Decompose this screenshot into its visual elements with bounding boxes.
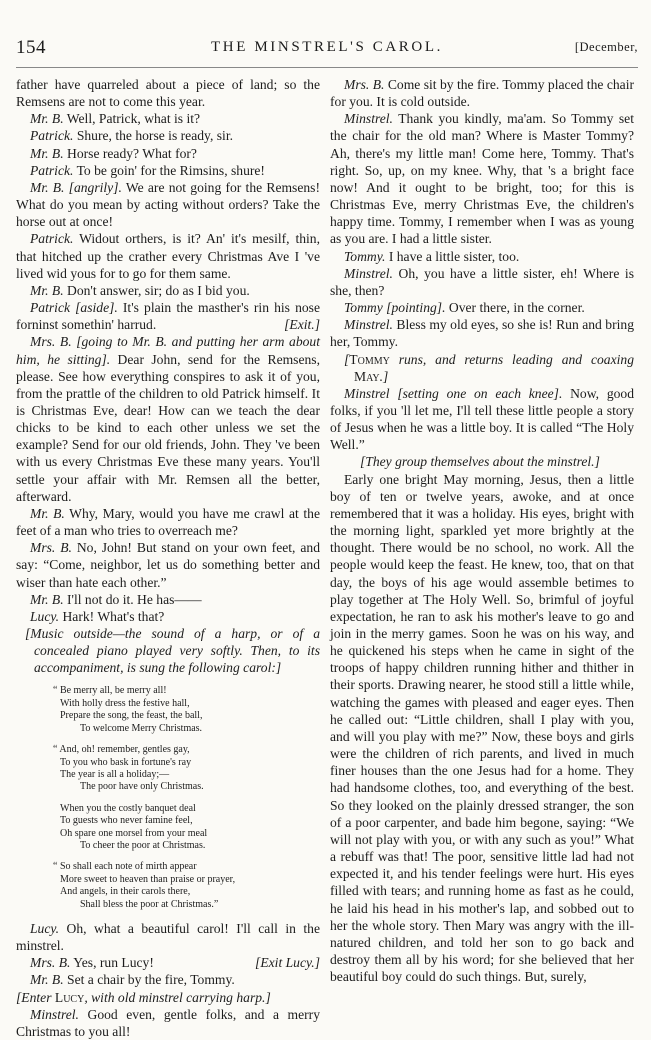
lyric-line: The year is all a holiday;— (60, 768, 170, 780)
dialogue-line (16, 920, 320, 954)
speaker: Patrick. (30, 162, 74, 178)
speech: Over there, in the corner. (445, 300, 585, 316)
stage-direction: [Music outside—the sound of a harp, or of a concealed piano played very softly. Then, to its accompaniment, is sung the following carol:] (25, 626, 320, 676)
dialogue-line (330, 316, 634, 350)
lyric-line: To welcome Merry Christmas. (80, 722, 203, 734)
stage-direction: [They group themselves about the minstrel.] (360, 454, 600, 470)
speech: Why, Mary, would you have me crawl at the feet of a man who tries to overreach me? (16, 505, 320, 539)
speech: Well, Patrick, what is it? (63, 111, 201, 127)
dialogue-line (16, 608, 320, 625)
direction-text: [Enter (16, 989, 55, 1005)
speaker: Mr. B. (30, 179, 65, 195)
speaker: Minstrel (344, 385, 390, 401)
lyric-line: The poor have only Christmas. (80, 781, 204, 793)
speaker: Mr. B. (30, 591, 64, 607)
dialogue-line (330, 265, 634, 299)
dialogue-line (16, 282, 320, 299)
dialogue-line (16, 954, 320, 971)
speech: Thank you kindly, ma'am. So Tommy set the chair for the old man? Where is Master Tommy? Ah, there's my little man! Come here, Tommy. That's right. So, up, on my knee. Why, that 's a bright face now! And it ought to be bright, too; for this is Christmas Eve, merry Christmas Eve, the children's happy time. Tommy, I remember when I was as young as you are. I had a little sister. (330, 111, 634, 247)
speech: Widout orthers, is it? An' it's mesilf, thin, that hitched up the crather every Christmas Ave I 've lived wid yous for to go for them same. (16, 231, 320, 281)
speech: It's plain the masther's rin his nose forninst somethin' harrud. (16, 300, 320, 333)
carol-lyrics (53, 685, 320, 911)
speech: Oh, what a beautiful carol! I'll call in the minstrel. (16, 920, 320, 954)
speaker: Mr. B. (30, 111, 64, 127)
character-name: May (354, 368, 380, 384)
direction-text: .] (379, 368, 389, 384)
dialogue-line (330, 248, 634, 265)
exit-direction: [Exit.] (284, 317, 320, 333)
header-rule (16, 67, 638, 68)
lyric-line: “ And, oh! remember, gentles gay, (53, 744, 190, 756)
dialogue-line (16, 230, 320, 281)
speech: Shure, the horse is ready, sir. (73, 128, 233, 144)
header-month: [December, (574, 40, 638, 54)
stage-direction: [going to Mr. B. and putting her arm about him, he sitting]. (16, 334, 320, 367)
dialogue-line (16, 127, 320, 144)
lyric-line: Oh spare one morsel from your meal (60, 827, 208, 839)
lyric-line: When you the costly banquet deal (60, 802, 196, 814)
stanza (60, 803, 320, 853)
dialogue-line (330, 76, 634, 110)
left-column (16, 76, 320, 1040)
dialogue-line (16, 299, 320, 333)
lyric-line: With holly dress the festive hall, (60, 697, 190, 709)
speech: Don't answer, sir; do as I bid you. (63, 282, 250, 298)
speaker: Mr. B. (30, 282, 64, 298)
page-header (16, 37, 638, 63)
stage-direction: [angrily]. (64, 179, 122, 195)
stage-direction (16, 989, 320, 1006)
running-title: THE MINSTREL'S CAROL. (211, 39, 443, 55)
speech: I'll not do it. He has—— (63, 591, 202, 607)
speech: Bless my old eyes, so she is! Run and bring her, Tommy. (330, 317, 634, 350)
speech: No, John! But stand on your own feet, and say: “Come, neighbor, let us do something better and wiser than hate each other.” (16, 540, 320, 590)
stage-direction: [setting one on each knee]. (389, 385, 563, 401)
speech: Horse ready? What for? (63, 145, 197, 161)
stanza (53, 861, 320, 911)
speech: Come sit by the fire. Tommy placed the chair for you. It is cold outside. (330, 77, 634, 110)
speaker: Mrs. B. (30, 540, 72, 556)
speaker: Mrs. B. (30, 334, 72, 350)
speech: Set a chair by the fire, Tommy. (63, 972, 235, 988)
character-name: Lucy (54, 989, 85, 1005)
speech: Hark! What's that? (59, 608, 165, 624)
lyric-line: “ So shall each note of mirth appear (53, 861, 197, 873)
speaker: Minstrel. (344, 265, 393, 281)
speaker: Lucy. (30, 608, 60, 624)
stage-direction (330, 351, 634, 385)
character-name: Tommy (349, 351, 390, 367)
speaker: Minstrel. (344, 317, 393, 333)
dialogue-line (16, 539, 320, 590)
speech: I have a little sister, too. (385, 248, 520, 264)
dialogue-line (16, 591, 320, 608)
dialogue-line (16, 1006, 320, 1040)
speaker: Patrick. (30, 128, 74, 144)
lyric-line: To cheer the poor at Christmas. (80, 839, 206, 851)
paragraph: father have quarreled about a piece of land; so the Remsens are not to come this year. (16, 77, 320, 110)
speaker: Tommy. (344, 248, 386, 264)
speaker: Lucy. (30, 920, 60, 936)
speaker: Tommy (344, 300, 383, 316)
speech: We are not going for the Remsens! What do you mean by acting without orders? Take the horse out at once! (16, 179, 320, 230)
direction-text: , with old minstrel carrying harp.] (84, 989, 271, 1005)
speaker: Mrs. B. (344, 77, 385, 92)
lyric-line: To you who bask in fortune's ray (60, 756, 192, 768)
right-column (330, 76, 634, 985)
speech: Now, good folks, if you 'll let me, I'll tell these little people a story of Jesus when he was a little boy. It is called “The Holy Well.” (330, 385, 635, 453)
speaker: Mr. B. (30, 145, 64, 161)
speech: Oh, you have a little sister, eh! Where is she, then? (330, 265, 634, 298)
page-number: 154 (16, 37, 46, 58)
dialogue-line (16, 971, 320, 988)
stanza (53, 685, 320, 735)
speech: Yes, run Lucy! (70, 955, 154, 971)
exit-direction: [Exit Lucy.] (255, 955, 320, 971)
dialogue-line (16, 162, 320, 179)
lyric-line: More sweet to heaven than praise or prayer, (60, 873, 236, 885)
dialogue-line (16, 179, 320, 230)
speech: Good even, gentle folks, and a merry Christmas to you all! (16, 1006, 320, 1039)
stage-direction: [pointing]. (382, 300, 446, 316)
speaker: Minstrel. (344, 111, 393, 127)
lyric-line: And angels, in their carols there, (60, 886, 191, 898)
speech: To be goin' for the Rimsins, shure! (73, 162, 265, 178)
direction-text: [ (344, 351, 350, 367)
speaker: Patrick (30, 300, 71, 316)
dialogue-line (330, 385, 634, 454)
speaker: Mr. B. (30, 505, 65, 521)
dialogue-line (330, 299, 634, 316)
speaker: Mr. B. (30, 972, 64, 988)
stanza (53, 744, 320, 794)
speaker: Patrick. (30, 231, 74, 247)
dialogue-line (330, 110, 634, 247)
stage-direction: [aside]. (70, 300, 118, 316)
dialogue-line (16, 333, 320, 505)
dialogue-line (16, 505, 320, 539)
speaker: Minstrel. (30, 1006, 79, 1022)
dialogue-line (16, 110, 320, 127)
lyric-line: “ Be merry all, be merry all! (53, 685, 167, 697)
lyric-line: Shall bless the poor at Christmas.” (80, 898, 219, 910)
dialogue-line (16, 145, 320, 162)
direction-text: runs, and returns leading and coaxing (389, 351, 634, 367)
speaker: Mrs. B. (30, 955, 71, 971)
story-paragraph: Early one bright May morning, Jesus, then a little boy of ten or twelve years, awoke, and at once remembered that it was a holiday. His eyes, bright with the morning light, sparkled yet more brightly at the thought. There would be no school, no work. All the people would keep the feast. He knew, too, that on that day, the boys of his age would assemble betimes to play together at The Holy Well. So, brimful of joyful expectation, he ran to ask his mother's leave to go and join in the merry games. Soon he was on his way, and he quickened his steps when he came in sight of the troops of happy children running hither and thither in their sports. Drawing nearer, he stood still a little while, watching the games with pleased and eager eyes. Then he called out: “Little children, shall I play with you, and will you play with me?” Now, these boys and girls were the children of rich parents, and lived in much finer houses than the one Jesus had for a home. They had handsome clothes, too, and everything of the best. So they looked on the plainly dressed stranger, the son of a poor carpenter, and bade him begone, saying: “We will not play with you, or with any such as you!” What a rebuff was that! The poor, sensitive little lad had not expected it, and his tender feelings were hurt. His eyes filled with tears; and running home as fast as he could, he laid his head in his mother's lap, and sobbed out to her the whole story. Then Mary was angry with the ill-natured children, and told her son to go back and destroy them all by his word; for she believed that her beautiful boy could do such things. But, surely, (330, 471, 634, 985)
lyric-line: To guests who never famine feel, (60, 815, 193, 827)
lyric-line: Prepare the song, the feast, the ball, (60, 710, 203, 722)
speech: Dear John, send for the Remsens, please. See how everything conspires to ask it of you, from the prattle of the children to old Patrick himself. It is Christmas Eve, dear! How can we teach the dear chicks to be kind to each other unless we set the example? Send for our old friends, John. They 've been with us every Christmas Eve these many years. You'll settle your affair with Mr. Remsen all the better, afterward. (16, 351, 320, 504)
